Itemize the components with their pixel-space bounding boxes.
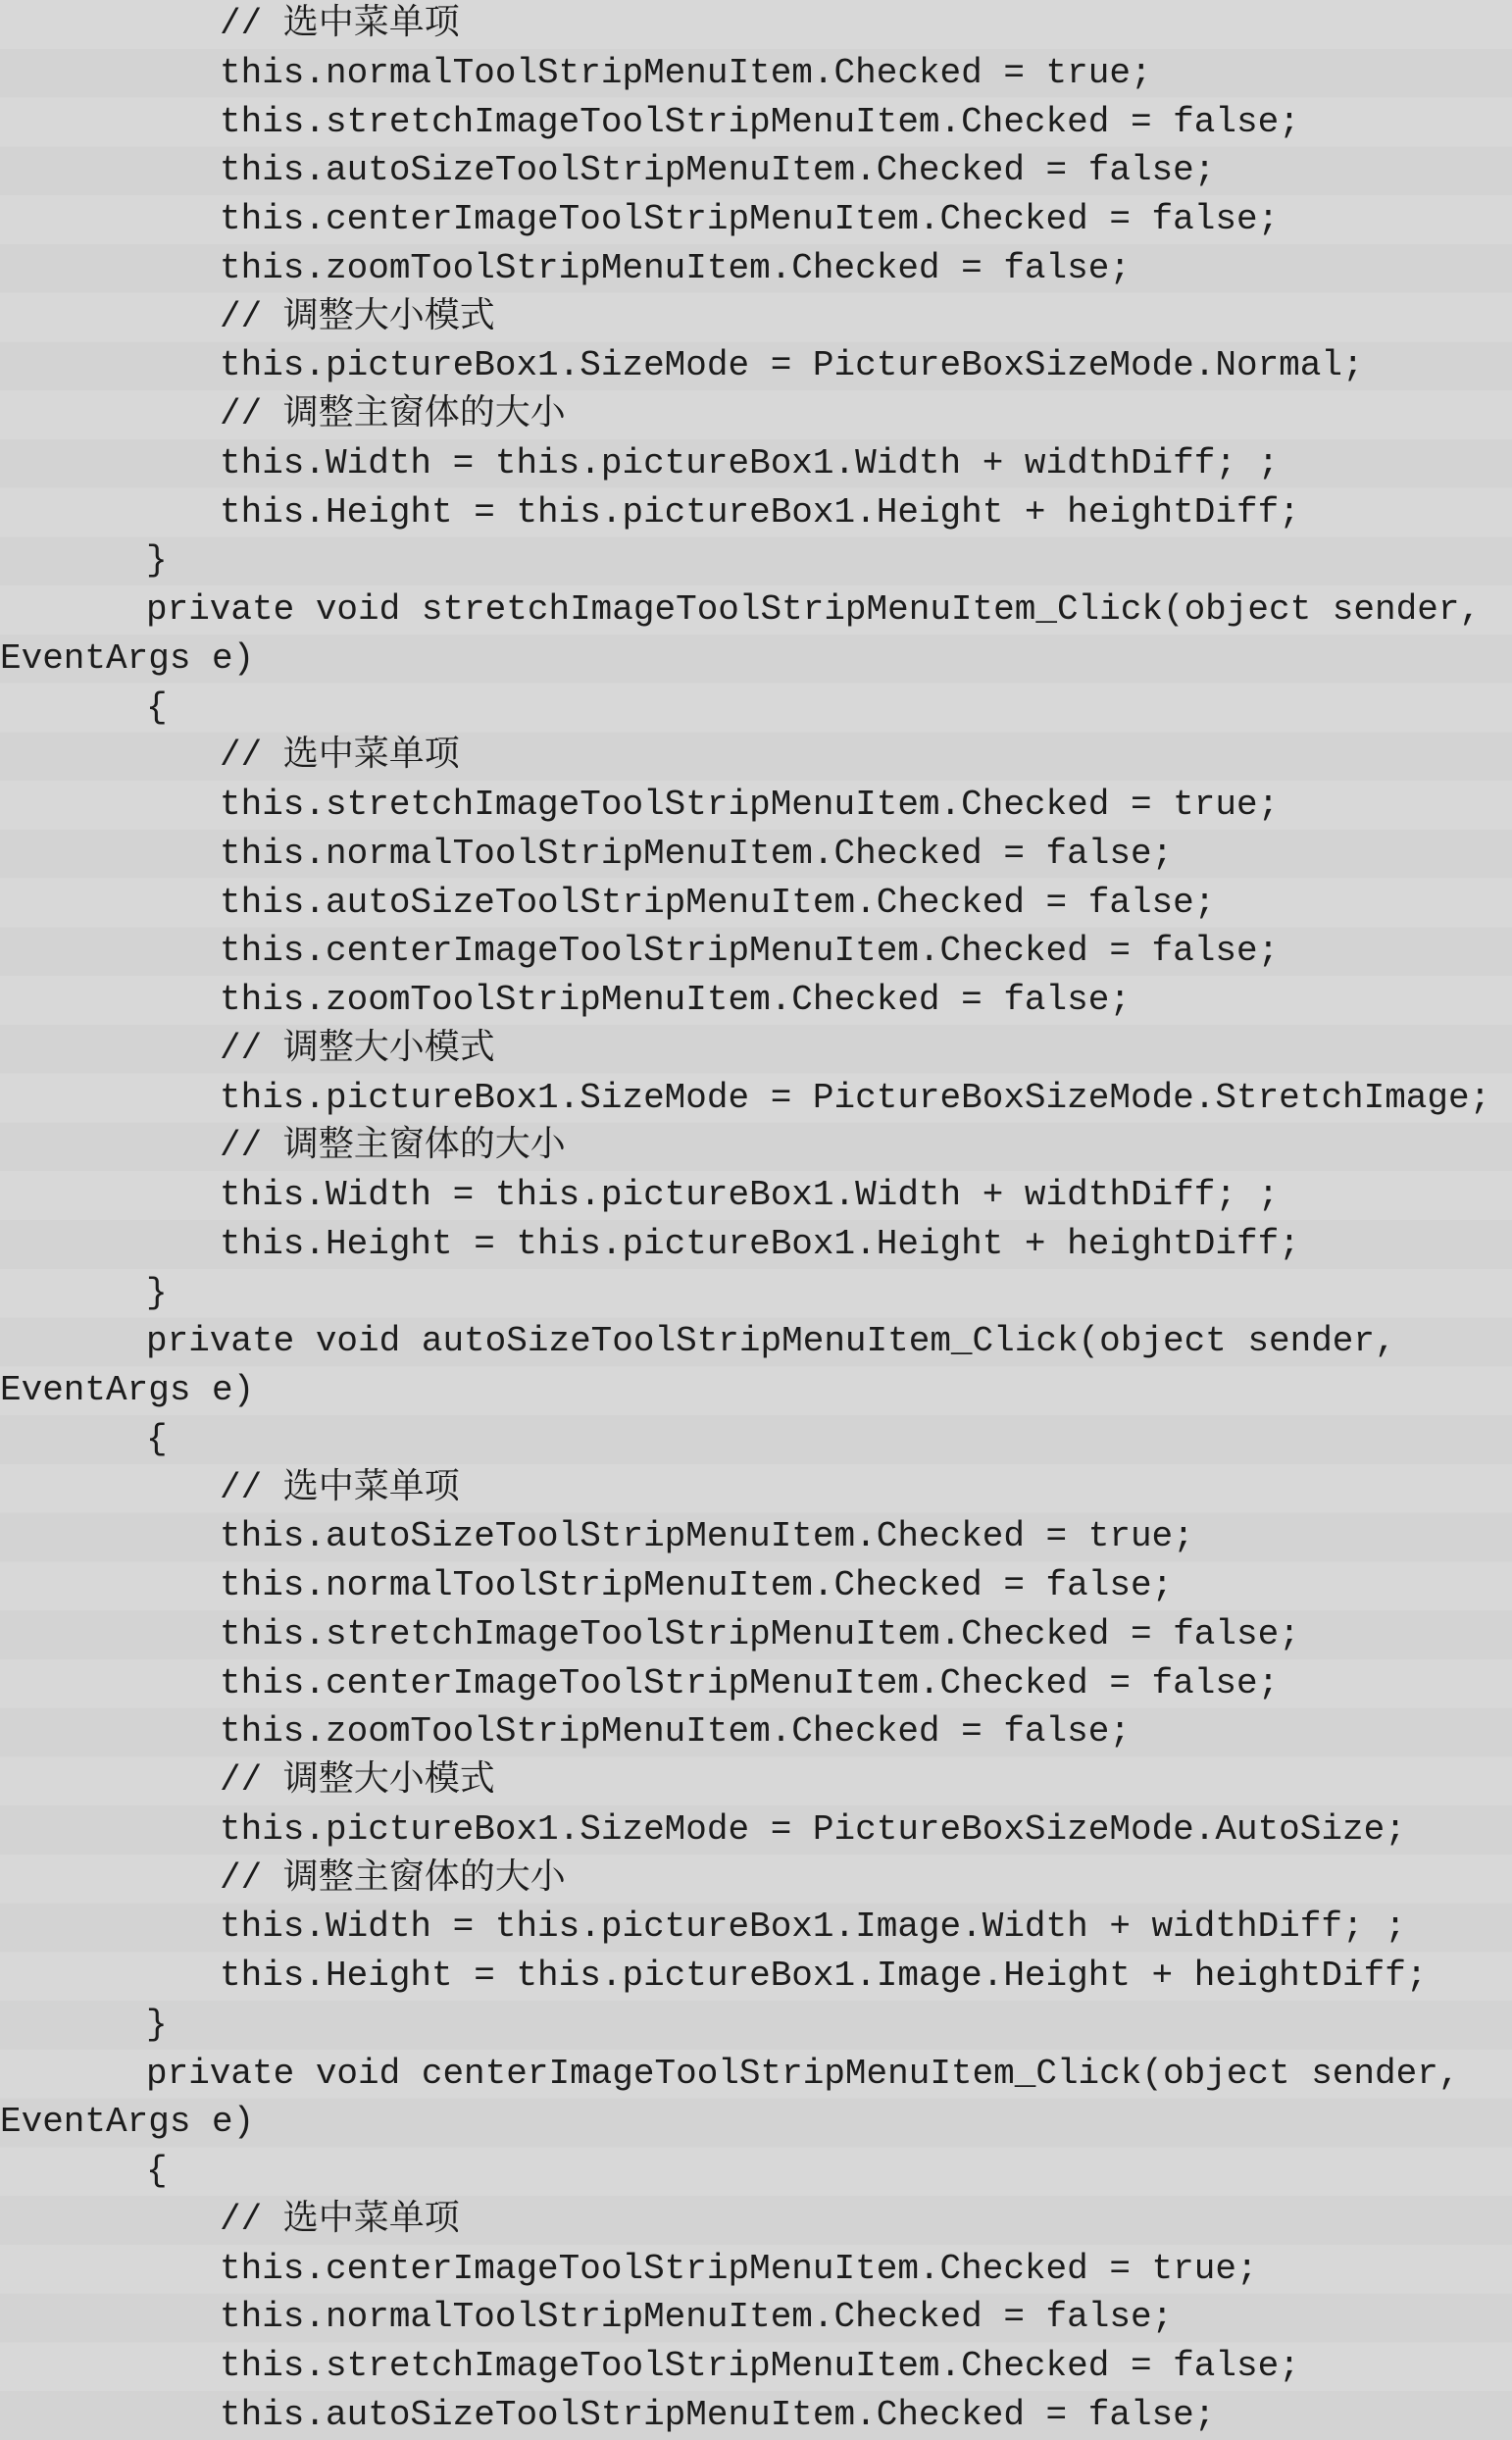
- code-line: this.centerImageToolStripMenuItem.Checked = false;: [220, 931, 1280, 972]
- code-line: {: [146, 2151, 168, 2191]
- code-line: // 调整主窗体的大小: [220, 1857, 566, 1899]
- code-line: private void autoSizeToolStripMenuItem_Click(object sender,: [146, 1321, 1396, 1362]
- code-line: this.normalToolStripMenuItem.Checked = false;: [220, 833, 1174, 874]
- code-line: this.autoSizeToolStripMenuItem.Checked = false;: [220, 150, 1216, 191]
- code-line: this.normalToolStripMenuItem.Checked = true;: [220, 52, 1152, 93]
- code-line: this.centerImageToolStripMenuItem.Checked = false;: [220, 199, 1280, 239]
- code-line: this.pictureBox1.SizeMode = PictureBoxSizeMode.AutoSize;: [220, 1808, 1406, 1850]
- code-line: this.stretchImageToolStripMenuItem.Checked = false;: [220, 2346, 1300, 2386]
- code-line: EventArgs e): [0, 2102, 255, 2143]
- code-line: this.zoomToolStripMenuItem.Checked = false;: [220, 980, 1131, 1020]
- code-line: this.autoSizeToolStripMenuItem.Checked = false;: [220, 882, 1216, 923]
- code-line: private void stretchImageToolStripMenuItem_Click(object sender,: [146, 589, 1482, 630]
- code-line: // 选中菜单项: [220, 736, 460, 777]
- code-line: this.Width = this.pictureBox1.Width + widthDiff; ;: [220, 442, 1280, 483]
- code-line: // 调整主窗体的大小: [220, 394, 566, 434]
- code-line: this.zoomToolStripMenuItem.Checked = false;: [220, 1711, 1131, 1753]
- code-line: {: [146, 686, 168, 728]
- code-line: EventArgs e): [0, 1370, 255, 1410]
- code-line: this.autoSizeToolStripMenuItem.Checked = false;: [220, 2394, 1216, 2435]
- code-line: }: [146, 2004, 168, 2045]
- code-line: }: [146, 1272, 168, 1313]
- code-line: this.pictureBox1.SizeMode = PictureBoxSizeMode.Normal;: [220, 345, 1364, 386]
- code-line: this.Width = this.pictureBox1.Image.Width + widthDiff; ;: [220, 1906, 1406, 1948]
- code-line: this.normalToolStripMenuItem.Checked = false;: [220, 1565, 1174, 1605]
- code-line: // 调整大小模式: [220, 1028, 495, 1069]
- code-line: this.stretchImageToolStripMenuItem.Checked = true;: [220, 785, 1280, 825]
- code-line: // 选中菜单项: [220, 2199, 460, 2240]
- code-line: // 调整大小模式: [220, 296, 495, 337]
- code-line: this.centerImageToolStripMenuItem.Checked = true;: [220, 2248, 1258, 2289]
- code-line: }: [146, 540, 168, 582]
- code-line: this.pictureBox1.SizeMode = PictureBoxSizeMode.StretchImage;: [220, 1077, 1491, 1118]
- code-line: this.zoomToolStripMenuItem.Checked = false;: [220, 247, 1131, 288]
- code-line: this.stretchImageToolStripMenuItem.Checked = false;: [220, 101, 1300, 142]
- code-line: // 选中菜单项: [220, 1467, 460, 1508]
- code-line: this.Width = this.pictureBox1.Width + widthDiff; ;: [220, 1175, 1280, 1215]
- code-line: this.stretchImageToolStripMenuItem.Checked = false;: [220, 1613, 1300, 1654]
- code-line: this.Height = this.pictureBox1.Image.Height + heightDiff;: [220, 1956, 1428, 1996]
- code-line: this.normalToolStripMenuItem.Checked = false;: [220, 2297, 1174, 2338]
- code-line: // 调整大小模式: [220, 1760, 495, 1801]
- code-line: this.Height = this.pictureBox1.Height + heightDiff;: [220, 491, 1300, 533]
- code-line: this.centerImageToolStripMenuItem.Checked = false;: [220, 1662, 1280, 1703]
- code-line: EventArgs e): [0, 637, 255, 679]
- code-line: this.Height = this.pictureBox1.Height + heightDiff;: [220, 1223, 1300, 1264]
- code-line: // 调整主窗体的大小: [220, 1126, 566, 1167]
- code-line: {: [146, 1418, 168, 1459]
- code-line: // 选中菜单项: [220, 4, 460, 44]
- code-line: private void centerImageToolStripMenuItem_Click(object sender,: [146, 2053, 1460, 2094]
- code-line: this.autoSizeToolStripMenuItem.Checked = true;: [220, 1516, 1194, 1557]
